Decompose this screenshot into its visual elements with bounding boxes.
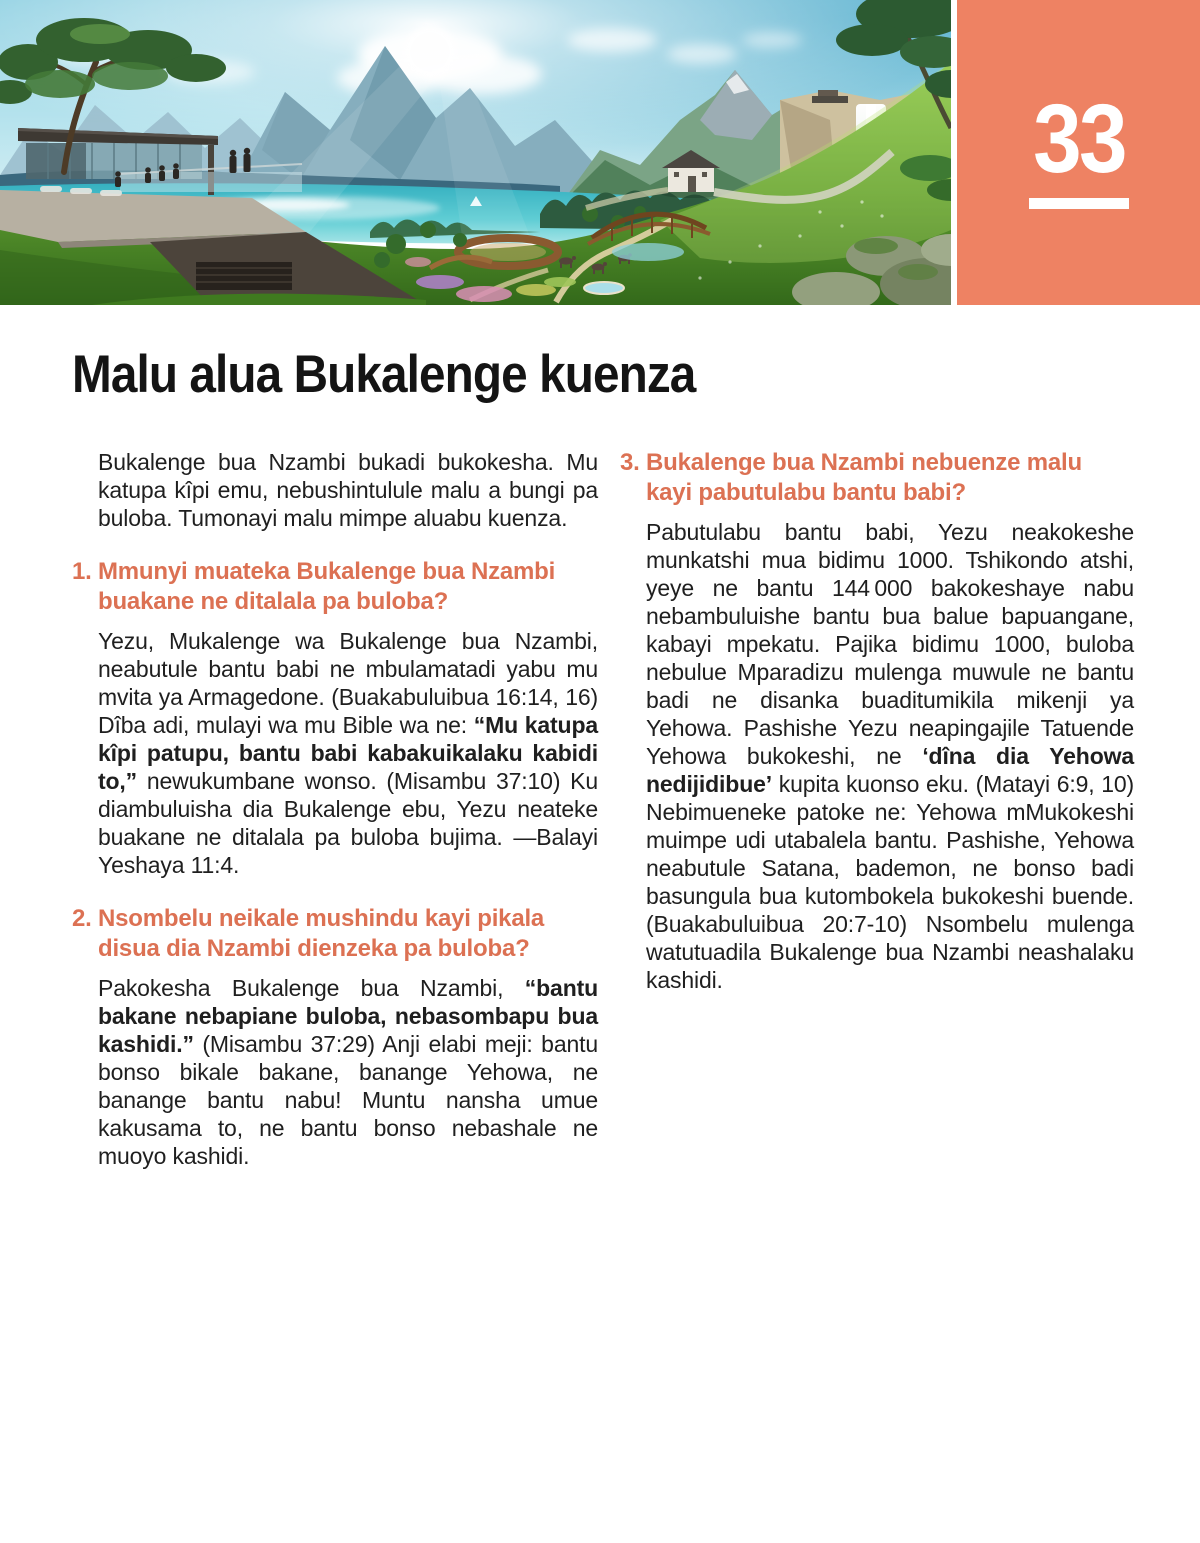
header-photo-paradise (0, 0, 951, 305)
question-1-number: 1. (72, 558, 92, 585)
question-3-heading (620, 448, 1134, 508)
answer-2-paragraph: Pakokesha Bukalenge bua Nzambi, “bantu bakane nebapiane buloba, nebasombapu bua kashidi.” (Misambu 37:29) Anji elabi meji: bantu bonso bikale bakane, banange Yehowa, ne banange bantu nabu! Muntu nansha umue kakusama to, ne bantu bonso nebashale ne muoyo kashidi. (98, 975, 598, 1169)
page-title: Malu alua Bukalenge kuenza (72, 345, 696, 404)
question-2-heading (72, 904, 598, 964)
question-2-number: 2. (72, 905, 92, 932)
left-column (72, 448, 598, 1170)
question-1-heading (72, 557, 598, 617)
intro-paragraph: Bukalenge bua Nzambi bukadi bukokesha. Mu katupa kîpi emu, nebushintulule malu a bungi pa buloba. Tumonayi malu mimpe aluabu kuenza. (98, 449, 598, 531)
answer-1-paragraph: Yezu, Mukalenge wa Bukalenge bua Nzambi, neabutule bantu babi ne mbulamatadi yabu mu mvita ya Armagedone. (Buakabuluibua 16:14, 16) Dîba adi, mulayi wa mu Bible wa ne: “Mu katupa kîpi patupu, bantu babi kabakuikalaku kabidi to,” newukumbane wonso. (Misambu 37:10) Ku diambuluisha dia Bukalenge ebu, Yezu neateke buakane ne ditalala pa buloba bujima. —Balayi Yeshaya 11:4. (98, 628, 598, 878)
answer-3-paragraph: Pabutulabu bantu babi, Yezu neakokeshe munkatshi mua bidimu 1000. Tshikondo atshi, yeye ne bantu 144 000 bakokeshaye nabu nebambuluishe bantu bua balue bapuangane, kabayi mpekatu. Pajika bidimu 1000, buloba nebulue Mparadizu mulenga muwule ne bantu badi ne disanka buaditumikila mikenji ya Yehowa. Pashishe Yezu neapingajile Tatuende Yehowa bukokeshi, ne ‘dîna dia Yehowa nedijidibue’ kupita kuonso eku. (Matayi 6:9, 10) Nebimueneke patoke ne: Yehowa mMukokeshi muimpe udi utabalela bantu. Pashishe, Yehowa neabutule Satana, bademon, ne bonso badi basungula bua kutombokela bukokeshi buende. (Buakabuluibua 20:7-10) Nsombelu mulenga watutuadila Bukalenge bua Nzambi neashalaku kashidi. (646, 519, 1134, 993)
lesson-number: 33 (1032, 84, 1125, 193)
page-header (0, 0, 1200, 305)
question-2-text: Nsombelu neikale mushindu kayi pikala disua dia Nzambi dienzeka pa buloba? (98, 905, 545, 962)
lesson-number-underline (1029, 198, 1129, 209)
content-columns (72, 448, 1134, 1170)
question-3-text: Bukalenge bua Nzambi nebuenze malu kayi pabutulabu bantu babi? (646, 449, 1082, 506)
lesson-number-badge (957, 0, 1200, 305)
question-3-number: 3. (620, 449, 640, 476)
right-column (620, 448, 1134, 994)
question-1-text: Mmunyi muateka Bukalenge bua Nzambi buakane ne ditalala pa buloba? (98, 558, 556, 615)
